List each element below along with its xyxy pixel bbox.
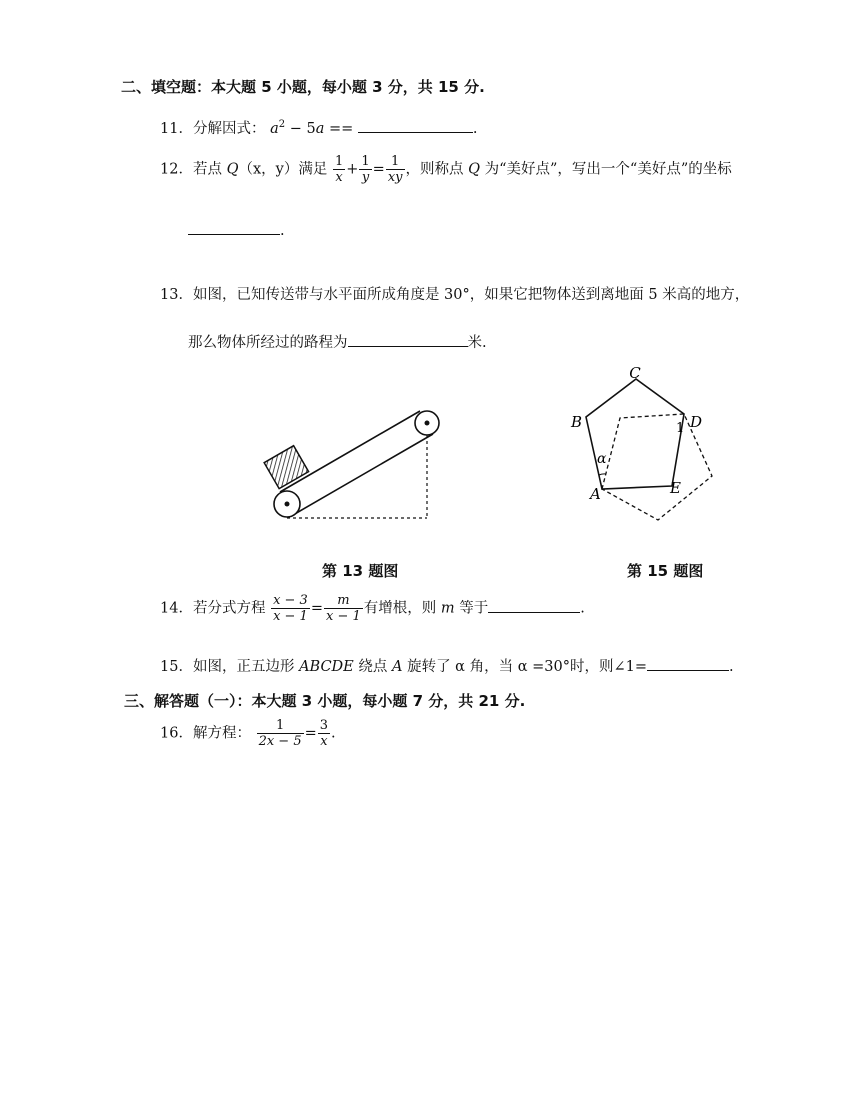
fraction xyxy=(271,593,310,624)
plus-sign: + xyxy=(346,161,359,178)
label-b: B xyxy=(571,413,583,431)
question-number: 14． xyxy=(160,600,193,617)
question-number: 16． xyxy=(160,725,193,742)
fraction xyxy=(333,154,345,185)
denominator: x xyxy=(335,170,343,185)
question-text: 若分式方程 xyxy=(192,600,266,617)
question-text: 如图，正五边形 xyxy=(192,659,300,675)
question-text: 等于 xyxy=(454,600,489,617)
question-number: 13． xyxy=(160,287,193,303)
point-a: A xyxy=(391,659,403,675)
equals-sign: = xyxy=(304,725,317,742)
label-a: A xyxy=(590,485,601,503)
conveyor-belt-figure xyxy=(260,400,450,530)
label-alpha: α xyxy=(597,451,607,467)
answer-blank[interactable] xyxy=(188,220,280,235)
question-text: 如图，已知传送带与水平面所成角度是 30°，如果它把物体送到离地面 5 米高的地方， xyxy=(192,287,750,303)
denominator: 2x − 5 xyxy=(258,734,302,749)
denominator: x xyxy=(320,734,328,749)
question-13 xyxy=(160,283,749,304)
denominator: xy xyxy=(387,170,403,185)
denominator: x − 1 xyxy=(273,609,308,624)
numerator: 3 xyxy=(319,718,329,733)
label-angle-1: 1 xyxy=(676,421,685,436)
question-text: 若点 xyxy=(192,161,227,178)
question-text: 满足 xyxy=(298,161,328,178)
answer-blank[interactable] xyxy=(488,598,580,613)
answer-blank[interactable] xyxy=(348,332,468,347)
answer-blank[interactable] xyxy=(647,656,729,671)
numerator: 1 xyxy=(257,718,304,734)
end-period: . xyxy=(280,223,285,239)
expr-minus: − 5 xyxy=(285,121,316,137)
fraction xyxy=(386,154,405,185)
figure-15-caption: 第 15 题图 xyxy=(627,562,704,580)
question-15 xyxy=(160,655,734,676)
pentagon-abcde xyxy=(586,379,684,489)
belt-top xyxy=(280,411,420,492)
fraction xyxy=(324,593,363,624)
label-c: C xyxy=(629,364,641,382)
numerator: m xyxy=(324,593,363,609)
question-12 xyxy=(160,154,732,185)
question-number: 12． xyxy=(160,161,193,178)
var-m: m xyxy=(440,600,455,617)
end-period: . xyxy=(580,600,585,617)
pentagon-figure xyxy=(560,362,730,527)
numerator: 1 xyxy=(334,154,344,169)
expr-exponent: 2 xyxy=(278,119,286,131)
fraction xyxy=(257,718,304,749)
numerator: 1 xyxy=(386,154,405,170)
question-text: 绕点 xyxy=(353,659,392,675)
end-period: . xyxy=(331,725,336,742)
question-number: 11． xyxy=(160,121,193,137)
question-text: 旋转了 α 角，当 α =30°时，则∠1= xyxy=(402,659,647,675)
section-2-heading: 二、填空题：本大题 5 小题，每小题 3 分，共 15 分. xyxy=(121,78,485,96)
point-q: Q xyxy=(468,161,480,178)
expr-var: a xyxy=(315,121,325,137)
denominator: y xyxy=(361,170,370,185)
question-12-answer-line xyxy=(188,220,285,239)
unit-text: 米. xyxy=(467,335,487,351)
question-text: 解方程： xyxy=(192,725,251,742)
question-text: 那么物体所经过的路程为 xyxy=(188,335,348,351)
figure-13-caption: 第 13 题图 xyxy=(322,562,399,580)
question-text: ，则称点 xyxy=(405,161,469,178)
question-text: 有增根，则 xyxy=(363,600,441,617)
point-coords: （x，y） xyxy=(238,161,299,178)
fraction xyxy=(359,154,371,185)
label-d: D xyxy=(690,413,703,431)
equals-sign: = xyxy=(372,161,385,178)
question-11 xyxy=(160,117,477,138)
question-number: 15． xyxy=(160,659,193,675)
label-e: E xyxy=(670,479,681,497)
cargo-box xyxy=(264,446,308,489)
end-period: . xyxy=(728,659,734,675)
fraction xyxy=(318,718,330,749)
question-text: 为“美好点”，写出一个“美好点”的坐标 xyxy=(480,161,732,178)
numerator: 1 xyxy=(361,154,370,169)
point-q: Q xyxy=(226,161,239,178)
answer-blank[interactable] xyxy=(358,118,473,133)
end-period: . xyxy=(472,121,478,137)
shape-name: ABCDE xyxy=(299,659,354,675)
question-13-line2 xyxy=(188,331,487,352)
expr-var: a xyxy=(270,121,279,137)
expr-eq: == xyxy=(324,121,354,137)
numerator: x − 3 xyxy=(273,593,308,608)
question-16 xyxy=(160,718,336,749)
denominator: x − 1 xyxy=(325,609,361,624)
equals-sign: = xyxy=(310,600,323,617)
belt-bottom xyxy=(293,434,433,515)
question-text: 分解因式： xyxy=(192,121,266,137)
question-14 xyxy=(160,593,585,624)
section-3-heading: 三、解答题（一）：本大题 3 小题，每小题 7 分，共 21 分. xyxy=(124,692,526,710)
